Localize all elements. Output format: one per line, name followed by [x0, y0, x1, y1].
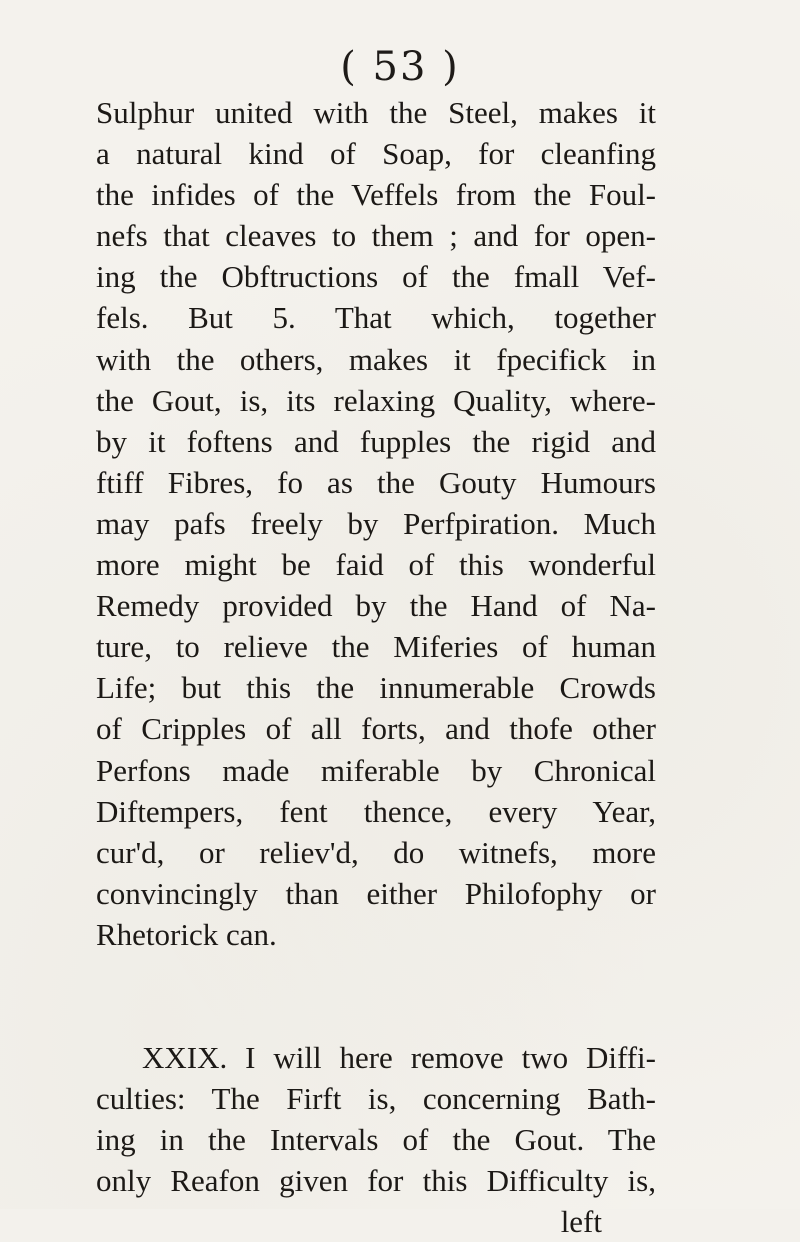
text-line: fels. But 5. That which, together	[96, 300, 656, 336]
text-line: Life; but this the innumerable Crowds	[96, 670, 656, 706]
text-line: of Cripples of all forts, and thofe other	[96, 711, 656, 747]
paragraph-section-xxix	[96, 1037, 656, 1242]
text-line: culties: The Firft is, concerning Bath-	[96, 1081, 656, 1117]
text-line: Diftempers, fent thence, every Year,	[96, 793, 656, 829]
text-line: ing in the Intervals of the Gout. The	[96, 1122, 656, 1158]
catchword: left	[560, 1204, 602, 1240]
text-line: only Reafon given for this Difficulty is,	[96, 1163, 656, 1199]
text-line: Sulphur united with the Steel, makes it	[96, 95, 656, 130]
text-line: Rhetorick can.	[96, 916, 277, 952]
text-line: ftiff Fibres, fo as the Gouty Humours	[96, 464, 656, 500]
text-line: the Gout, is, its relaxing Quality, where-	[96, 382, 656, 418]
text-line: cur'd, or reliev'd, do witnefs, more	[96, 834, 656, 870]
text-line: ture, to relieve the Miferies of human	[96, 629, 656, 665]
text-line: Remedy provided by the Hand of Na-	[96, 588, 656, 624]
text-line: more might be faid of this wonderful	[96, 547, 656, 583]
paragraph-continuation	[96, 92, 656, 955]
text-line: with the others, makes it fpecifick in	[96, 341, 656, 377]
text-line: convincingly than either Philofophy or	[96, 875, 656, 911]
text-line: Perfons made miferable by Chronical	[96, 752, 656, 788]
text-line: ing the Obftructions of the fmall Vef-	[96, 259, 656, 295]
text-line: the infides of the Veffels from the Foul-	[96, 177, 656, 213]
page-number: ( 53 )	[340, 44, 460, 90]
text-line: may pafs freely by Perfpiration. Much	[96, 505, 656, 541]
text-line: nefs that cleaves to them ; and for open-	[96, 218, 656, 254]
text-line: a natural kind of Soap, for cleanfing	[96, 136, 656, 172]
paragraph-gap	[96, 955, 656, 1037]
text-line: XXIX. I will here remove two Diffi-	[142, 1039, 656, 1075]
body-text	[96, 92, 656, 1242]
text-line: by it foftens and fupples the rigid and	[96, 423, 656, 459]
